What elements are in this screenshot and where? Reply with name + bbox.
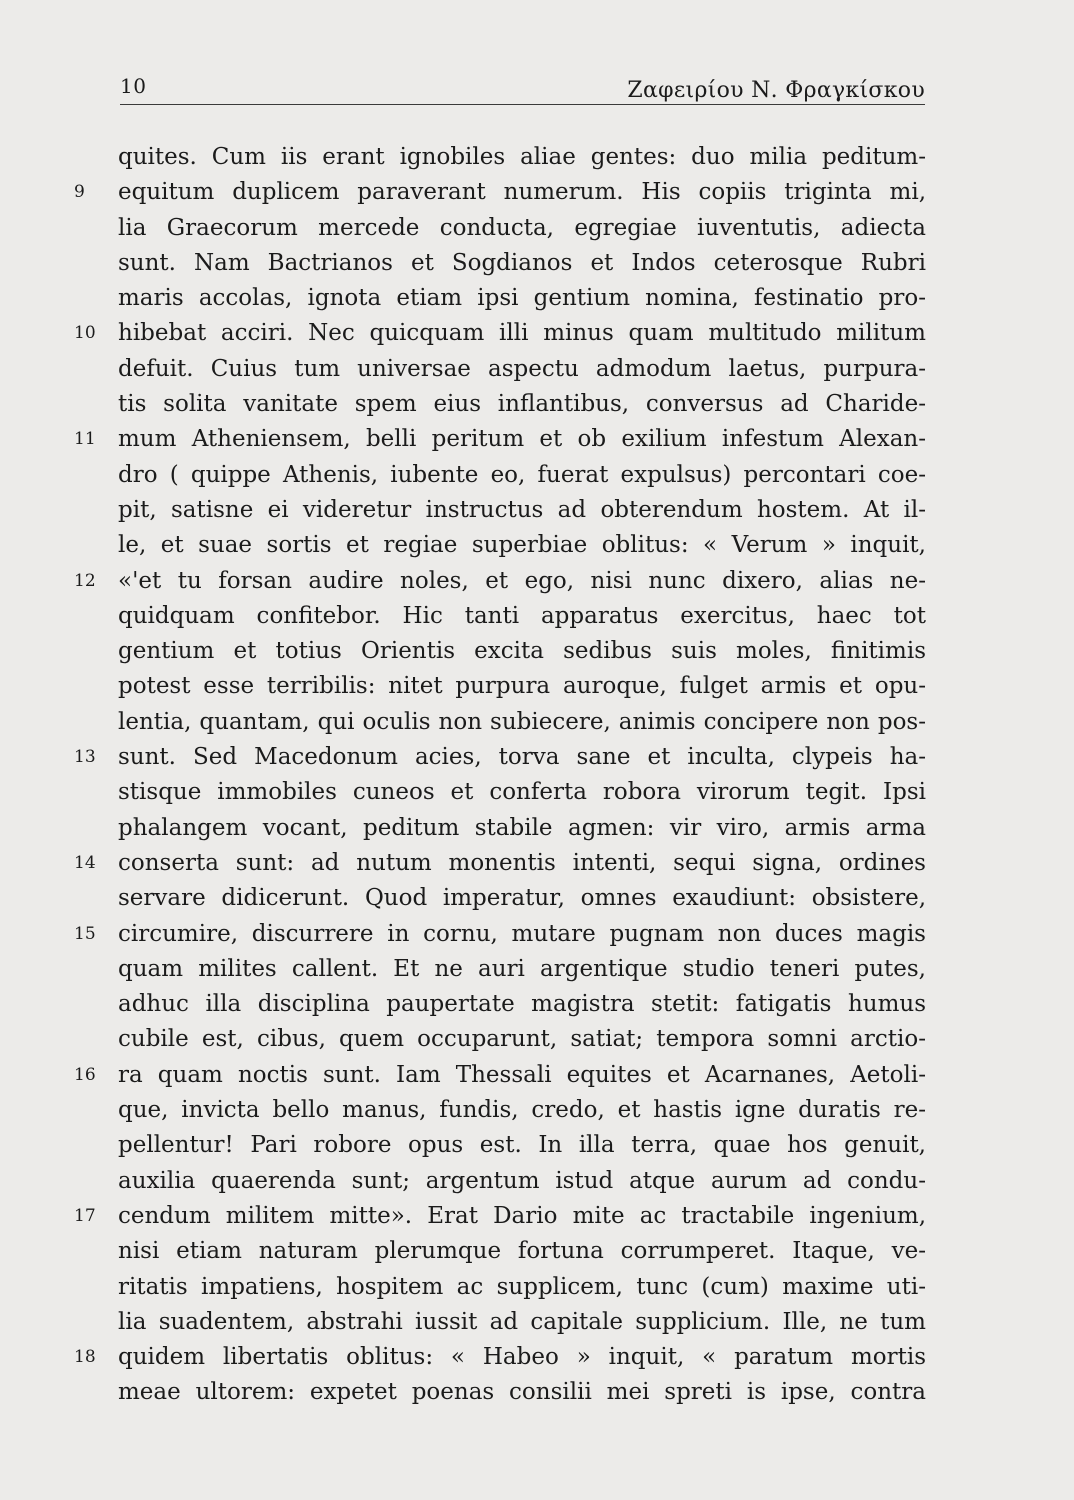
line-text: lia Graecorum mercede conducta, egregiae iuventutis, adiecta	[118, 214, 926, 241]
line-text: cubile est, cibus, quem occuparunt, satiat; tempora somni arctio-	[118, 1026, 926, 1053]
section-number: 10	[74, 323, 96, 344]
line-text: potest esse terribilis: nitet purpura auroque, fulget armis et opu-	[118, 673, 926, 700]
text-line	[118, 352, 926, 387]
running-head: Ζαφειρίου Ν. Φραγκίσκου	[627, 78, 925, 103]
text-line	[74, 422, 926, 457]
section-number: 17	[74, 1205, 96, 1226]
section-number: 11	[74, 429, 96, 450]
text-line	[74, 740, 926, 775]
line-text: conserta sunt: ad nutum monentis intenti, sequi signa, ordines	[118, 849, 926, 876]
header-rule	[120, 104, 925, 105]
text-line	[118, 952, 926, 987]
text-line	[118, 1164, 926, 1199]
text-line	[118, 987, 926, 1022]
line-text: lia suadentem, abstrahi iussit ad capitale supplicium. Ille, ne tum	[118, 1308, 926, 1335]
text-line	[118, 705, 926, 740]
section-number: 16	[74, 1064, 96, 1085]
text-line	[74, 846, 926, 881]
line-text: lentia, quantam, qui oculis non subiecere, animis concipere non pos-	[118, 708, 926, 735]
text-line	[118, 246, 926, 281]
text-line	[118, 1128, 926, 1163]
text-line	[118, 211, 926, 246]
text-line	[74, 917, 926, 952]
text-line	[118, 1022, 926, 1057]
line-text: tis solita vanitate spem eius inflantibus, conversus ad Charide-	[118, 391, 926, 418]
line-text: nisi etiam naturam plerumque fortuna corrumperet. Itaque, ve-	[118, 1238, 926, 1265]
section-number: 14	[74, 852, 96, 873]
text-line	[74, 175, 926, 210]
body-text	[74, 140, 926, 1411]
line-text: circumire, discurrere in cornu, mutare pugnam non duces magis	[118, 920, 926, 947]
line-text: servare didicerunt. Quod imperatur, omnes exaudiunt: obsistere,	[118, 885, 926, 912]
line-text: stisque immobiles cuneos et conferta robora virorum tegit. Ipsi	[118, 779, 926, 806]
text-line	[118, 493, 926, 528]
text-line	[118, 1375, 926, 1410]
line-text: hibebat acciri. Nec quicquam illi minus quam multitudo militum	[118, 320, 926, 347]
line-text: equitum duplicem paraverant numerum. His copiis triginta mi,	[118, 179, 926, 206]
line-text: dro ( quippe Athenis, iubente eo, fuerat expulsus) percontari coe-	[118, 461, 926, 488]
line-text: quites. Cum iis erant ignobiles aliae gentes: duo milia peditum-	[118, 144, 926, 170]
text-line	[118, 1305, 926, 1340]
text-line	[118, 811, 926, 846]
line-text: quidquam confitebor. Hic tanti apparatus exercitus, haec tot	[118, 602, 926, 629]
line-text: ritatis impatiens, hospitem ac supplicem, tunc (cum) maxime uti-	[118, 1273, 926, 1300]
text-line	[118, 599, 926, 634]
text-line	[118, 1093, 926, 1128]
line-text: sunt. Sed Macedonum acies, torva sane et inculta, clypeis ha-	[118, 744, 926, 771]
text-line	[118, 669, 926, 704]
text-line	[74, 1058, 926, 1093]
line-text: que, invicta bello manus, fundis, credo, et hastis igne duratis re-	[118, 1097, 926, 1124]
section-number: 18	[74, 1347, 96, 1368]
line-text: pellentur! Pari robore opus est. In illa terra, quae hos genuit,	[118, 1132, 926, 1159]
text-line	[118, 281, 926, 316]
line-text: meae ultorem: expetet poenas consilii mei spreti is ipse, contra	[118, 1379, 926, 1406]
text-line	[118, 1270, 926, 1305]
line-text: auxilia quaerenda sunt; argentum istud atque aurum ad condu-	[118, 1167, 926, 1194]
line-text: phalangem vocant, peditum stabile agmen: vir viro, armis arma	[118, 814, 926, 841]
text-line	[74, 1199, 926, 1234]
line-text: cendum militem mitte». Erat Dario mite ac tractabile ingenium,	[118, 1202, 926, 1229]
text-line	[118, 528, 926, 563]
line-text: quidem libertatis oblitus: « Habeo » inquit, « paratum mortis	[118, 1344, 926, 1371]
section-number: 9	[74, 182, 85, 203]
line-text: mum Atheniensem, belli peritum et ob exilium infestum Alexan-	[118, 426, 926, 453]
line-text: ra quam noctis sunt. Iam Thessali equites et Acarnanes, Aetoli-	[118, 1061, 926, 1088]
section-number: 13	[74, 747, 96, 768]
section-number: 15	[74, 923, 96, 944]
line-text: defuit. Cuius tum universae aspectu admodum laetus, purpura-	[118, 355, 926, 382]
page-number: 10	[120, 74, 147, 98]
section-number: 12	[74, 570, 96, 591]
text-line	[118, 634, 926, 669]
line-text: gentium et totius Orientis excita sedibus suis moles, finitimis	[118, 638, 926, 665]
line-text: maris accolas, ignota etiam ipsi gentium nomina, festinatio pro-	[118, 285, 926, 312]
text-line	[118, 881, 926, 916]
text-line	[118, 140, 926, 175]
text-line	[118, 458, 926, 493]
line-text: sunt. Nam Bactrianos et Sogdianos et Indos ceterosque Rubri	[118, 249, 926, 276]
text-line	[118, 387, 926, 422]
line-text: «'et tu forsan audire noles, et ego, nisi nunc dixero, alias ne-	[118, 567, 926, 594]
text-line	[74, 564, 926, 599]
text-line	[74, 1340, 926, 1375]
line-text: le, et suae sortis et regiae superbiae oblitus: « Verum » inquit,	[118, 532, 926, 559]
line-text: quam milites callent. Et ne auri argentique studio teneri putes,	[118, 955, 926, 982]
line-text: pit, satisne ei videretur instructus ad obterendum hostem. At il-	[118, 496, 926, 523]
text-line	[74, 316, 926, 351]
text-line	[118, 1234, 926, 1269]
line-text: adhuc illa disciplina paupertate magistra stetit: fatigatis humus	[118, 991, 926, 1018]
page-header	[120, 70, 925, 106]
text-line	[118, 775, 926, 810]
